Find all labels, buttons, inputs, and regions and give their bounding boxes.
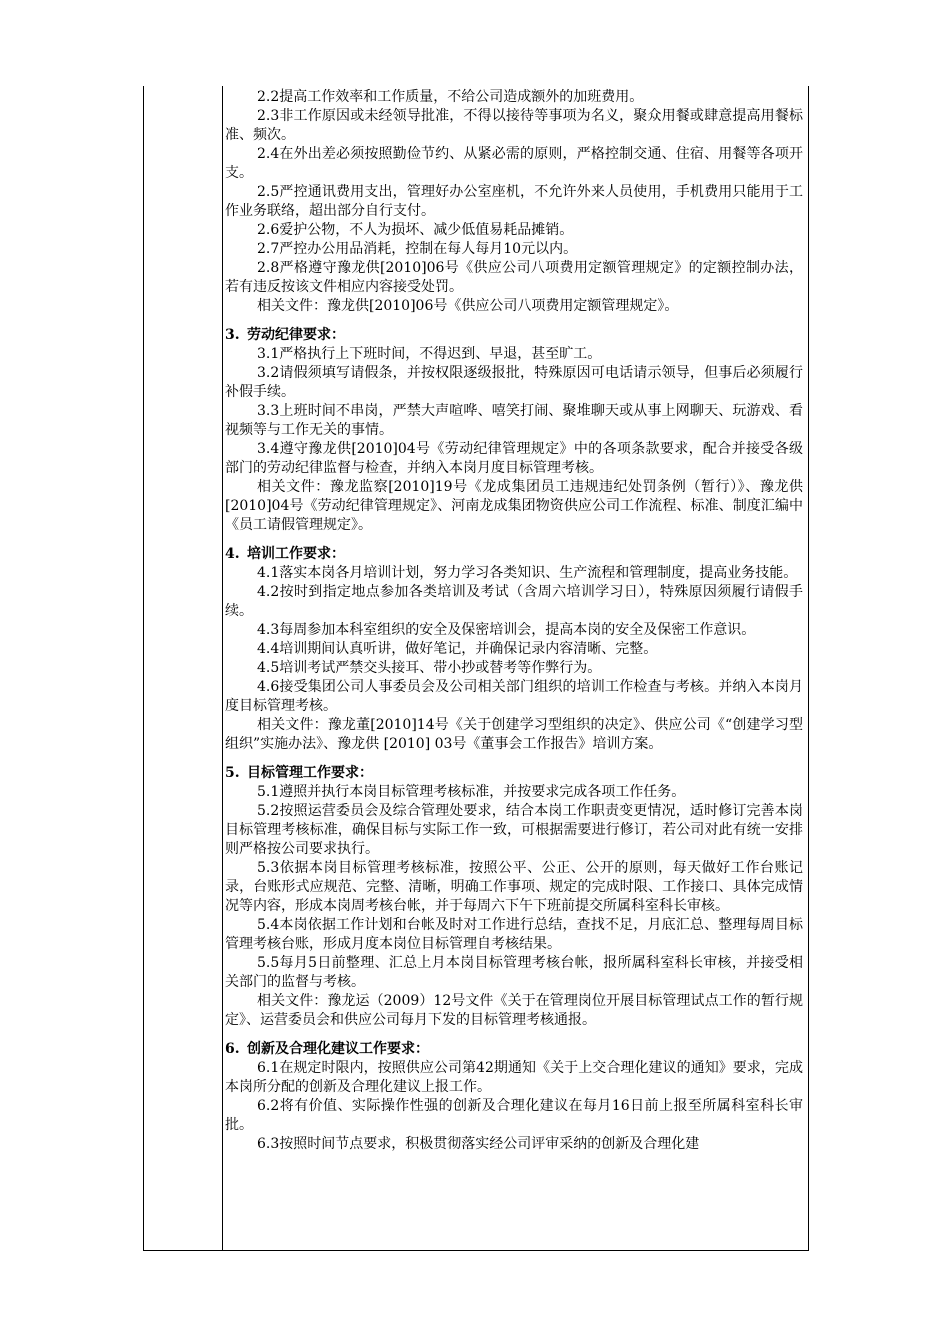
section-objective-management: [225, 764, 803, 1030]
list-item: 6.3按照时间节点要求，积极贯彻落实经公司评审采纳的创新及合理化建: [257, 1136, 700, 1152]
section-heading: [225, 545, 803, 564]
section-number: 6.: [225, 1041, 240, 1057]
section-number: 4.: [225, 546, 240, 562]
list-item: 4.1落实本岗各月培训计划，努力学习各类知识、生产流程和管理制度，提高业务技能。: [257, 565, 798, 581]
list-item: 6.1在规定时限内，按照供应公司第42期通知《关于上交合理化建议的通知》要求，完成本岗所分配的创新及合理化建议上报工作。: [225, 1060, 803, 1095]
section-labor-discipline: [225, 326, 803, 535]
list-item: 5.5每月5日前整理、汇总上月本岗目标管理考核台帐，报所属科室科长审核，并接受相关部门的监督与考核。: [225, 955, 803, 990]
list-item: 2.2提高工作效率和工作质量，不给公司造成额外的加班费用。: [257, 89, 644, 105]
section-heading: [225, 764, 803, 783]
section-title: 目标管理工作要求：: [247, 765, 373, 781]
list-item: 6.2将有价值、实际操作性强的创新及合理化建议在每月16日前上报至所属科室科长审批。: [225, 1098, 803, 1133]
section-title: 培训工作要求：: [247, 546, 345, 562]
related-documents: 相关文件：豫龙董[2010]14号《关于创建学习型组织的决定》、供应公司《“创建学习型组织”实施办法》、豫龙供 [2010] 03号《董事会工作报告》培训方案。: [225, 717, 803, 752]
table-column-divider: [222, 86, 223, 1250]
section-heading: [225, 326, 803, 345]
list-item: 3.2请假须填写请假条，并按权限逐级报批，特殊原因可电话请示领导，但事后必须履行补假手续。: [225, 365, 803, 400]
list-item: 2.3非工作原因或未经领导批准，不得以接待等事项为名义，聚众用餐或肆意提高用餐标准、频次。: [225, 108, 803, 143]
section-training: [225, 545, 803, 754]
related-documents: 相关文件：豫龙供[2010]06号《供应公司八项费用定额管理规定》。: [257, 298, 679, 314]
list-item: 4.2按时到指定地点参加各类培训及考试（含周六培训学习日），特殊原因须履行请假手续。: [225, 584, 803, 619]
list-item: 2.6爱护公物，不人为损坏、减少低值易耗品摊销。: [257, 222, 574, 238]
list-item: 3.1严格执行上下班时间，不得迟到、早退，甚至旷工。: [257, 346, 602, 362]
list-item: 2.4在外出差必须按照勤俭节约、从紧必需的原则，严格控制交通、住宿、用餐等各项开支。: [225, 146, 803, 181]
list-item: 2.8严格遵守豫龙供[2010]06号《供应公司八项费用定额管理规定》的定额控制办法，若有违反按该文件相应内容接受处罚。: [225, 260, 803, 295]
requirements-content: [225, 88, 803, 1154]
list-item: 2.5严控通讯费用支出，管理好办公室座机，不允许外来人员使用，手机费用只能用于工作业务联络，超出部分自行支付。: [225, 184, 803, 219]
list-item: 4.5培训考试严禁交头接耳、带小抄或替考等作弊行为。: [257, 660, 602, 676]
section-expense-control: [225, 88, 803, 316]
section-innovation-suggestions: [225, 1040, 803, 1154]
list-item: 5.1遵照并执行本岗目标管理考核标准，并按要求完成各项工作任务。: [257, 784, 686, 800]
related-documents: 相关文件：豫龙运（2009）12号文件《关于在管理岗位开展目标管理试点工作的暂行规定》、运营委员会和供应公司每月下发的目标管理考核通报。: [225, 993, 803, 1028]
list-item: 2.7严控办公用品消耗，控制在每人每月10元以内。: [257, 241, 578, 257]
section-number: 5.: [225, 765, 240, 781]
list-item: 5.4本岗依据工作计划和台帐及时对工作进行总结，查找不足，月底汇总、整理每周目标管理考核台账，形成月度本岗位目标管理自考核结果。: [225, 917, 803, 952]
list-item: 5.3依据本岗目标管理考核标准，按照公平、公正、公开的原则，每天做好工作台账记录，台账形式应规范、完整、清晰，明确工作事项、规定的完成时限、工作接口、具体完成情况等内容，形成本岗周考核台帐，并于每周六下午下班前提交所属科室科长审核。: [225, 860, 803, 914]
list-item: 5.2按照运营委员会及综合管理处要求，结合本岗工作职责变更情况，适时修订完善本岗目标管理考核标准，确保目标与实际工作一致，可根据需要进行修订，若公司对此有统一安排则严格按公司要求执行。: [225, 803, 803, 857]
list-item: 3.3上班时间不串岗，严禁大声喧哗、嘻笑打闹、聚堆聊天或从事上网聊天、玩游戏、看视频等与工作无关的事情。: [225, 403, 803, 438]
list-item: 3.4遵守豫龙供[2010]04号《劳动纪律管理规定》中的各项条款要求，配合并接受各级部门的劳动纪律监督与检查，并纳入本岗月度目标管理考核。: [225, 441, 803, 476]
list-item: 4.4培训期间认真听讲，做好笔记，并确保记录内容清晰、完整。: [257, 641, 658, 657]
list-item: 4.6接受集团公司人事委员会及公司相关部门组织的培训工作检查与考核。并纳入本岗月度目标管理考核。: [225, 679, 803, 714]
section-number: 3.: [225, 327, 240, 343]
section-heading: [225, 1040, 803, 1059]
section-title: 劳动纪律要求：: [247, 327, 345, 343]
list-item: 4.3每周参加本科室组织的安全及保密培训会，提高本岗的安全及保密工作意识。: [257, 622, 756, 638]
section-title: 创新及合理化建议工作要求：: [247, 1041, 429, 1057]
related-documents: 相关文件：豫龙监察[2010]19号《龙成集团员工违规违纪处罚条例（暂行）》、豫龙供[2010]04号《劳动纪律管理规定》、河南龙成集团物资供应公司工作流程、标准、制度汇编中《员工请假管理规定》。: [225, 479, 803, 533]
